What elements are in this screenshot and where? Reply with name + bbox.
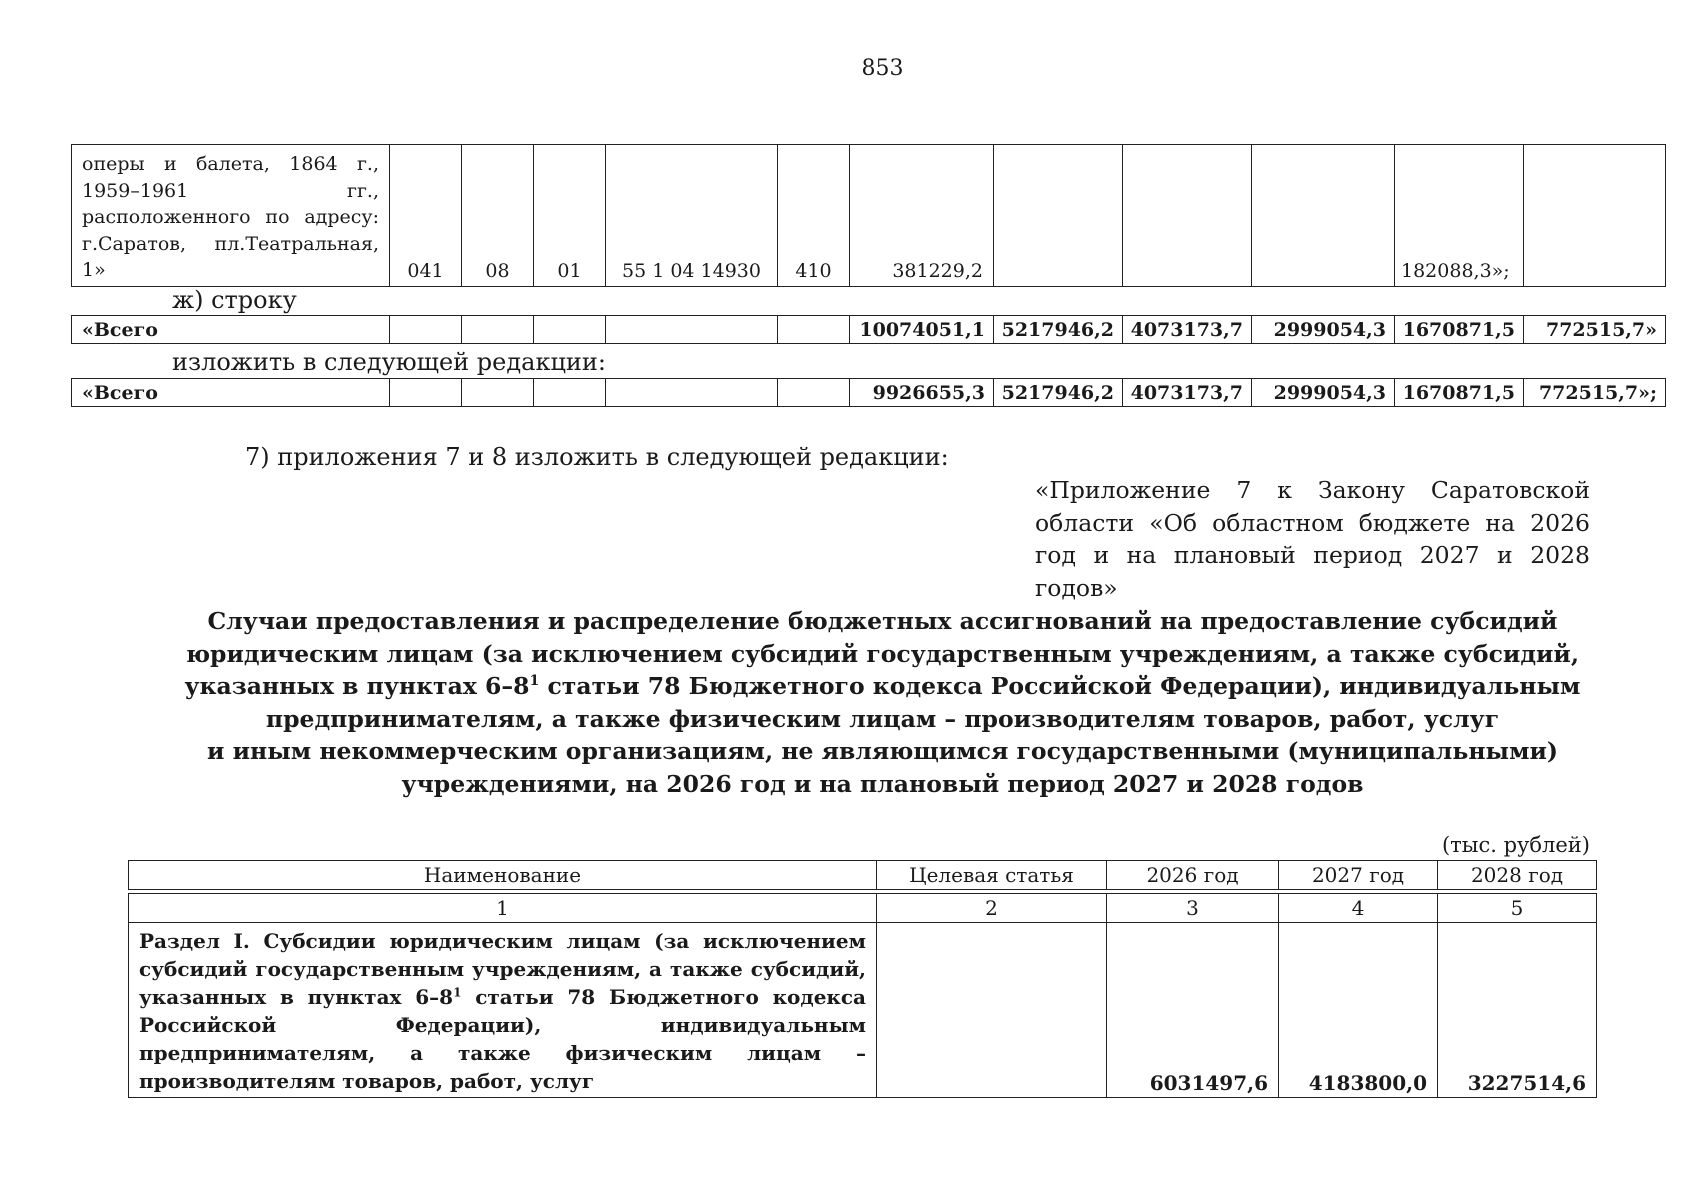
column-number: 1	[129, 894, 877, 923]
page-number: 853	[861, 56, 904, 81]
cell-v1: 9926655,3	[850, 379, 994, 407]
column-numbers-row	[129, 894, 1597, 923]
column-number: 4	[1279, 894, 1438, 923]
column-header: 2028 год	[1438, 861, 1597, 890]
cell-v6	[1524, 145, 1666, 287]
cell-2028: 3227514,6	[1438, 923, 1597, 1098]
table-row	[129, 923, 1597, 1098]
cell-v2: 5217946,2	[994, 316, 1123, 344]
table-header-row	[129, 861, 1597, 890]
subsidies-table	[128, 860, 1597, 1098]
cell-v4: 2999054,3	[1252, 316, 1395, 344]
old-total-row	[71, 315, 1666, 344]
title-line: юридическим лицам (за исключением субсидий государственным учреждениям, а также субсидий,	[185, 639, 1580, 668]
title-line: указанных в пунктах $6-8^1$ статьи 78 Бюджетного кодекса Российской Федерации), индивидуальным	[184, 672, 1581, 700]
document-title	[140, 605, 1625, 800]
row-label: «Всего	[72, 379, 390, 407]
cell-v6: 772515,7»;	[1524, 379, 1666, 407]
new-total-row	[71, 378, 1666, 407]
table-row	[72, 145, 1666, 287]
column-number: 2	[877, 894, 1107, 923]
cell-pr: 01	[534, 145, 606, 287]
amend-intro: ж) строку	[172, 286, 297, 314]
item-7: 7) приложения 7 и 8 изложить в следующей редакции:	[245, 443, 949, 471]
units-label: (тыс. рублей)	[1441, 833, 1590, 857]
title-line: учреждениями, на 2026 год и на плановый период 2027 и 2028 годов	[401, 769, 1364, 798]
cell-v5: 1670871,5	[1395, 316, 1524, 344]
cell-ved: 041	[390, 145, 462, 287]
cell-2027: 4183800,0	[1279, 923, 1438, 1098]
cell-v1: 381229,2	[850, 145, 994, 287]
cell-rz: 08	[462, 145, 534, 287]
table-row	[72, 316, 1666, 344]
cell-v2: 5217946,2	[994, 379, 1123, 407]
cell-target-article	[877, 923, 1107, 1098]
budget-table-continuation	[71, 144, 1666, 287]
cell-v5: 1670871,5	[1395, 379, 1524, 407]
cell-v2	[994, 145, 1123, 287]
column-header: 2026 год	[1107, 861, 1279, 890]
appendix-reference: «Приложение 7 к Закону Саратовской области «Об областном бюджете на 2026 год и на плановый период 2027 и 2028 годов»	[1035, 476, 1590, 602]
title-line: предпринимателям, а также физическим лицам – производителям товаров, работ, услуг	[265, 704, 1500, 733]
cell-v1: 10074051,1	[850, 316, 994, 344]
cell-v3: 4073173,7	[1123, 316, 1252, 344]
column-header: 2027 год	[1279, 861, 1438, 890]
cell-v6: 772515,7»	[1524, 316, 1666, 344]
title-line: Случаи предоставления и распределение бюджетных ассигнований на предоставление субсидий	[207, 607, 1558, 635]
cell-v5: 182088,3»;	[1395, 145, 1524, 287]
column-number: 5	[1438, 894, 1597, 923]
column-header: Целевая статья	[877, 861, 1107, 890]
cell-v3	[1123, 145, 1252, 287]
cell-2026: 6031497,6	[1107, 923, 1279, 1098]
cell-v3: 4073173,7	[1123, 379, 1252, 407]
amend-mid-text: изложить в следующей редакции:	[172, 348, 606, 376]
column-header: Наименование	[129, 861, 877, 890]
row-label: «Всего	[72, 316, 390, 344]
table-row	[72, 379, 1666, 407]
title-line: и иным некоммерческим организациям, не являющимся государственными (муниципальными)	[206, 737, 1559, 765]
cell-vr: 410	[778, 145, 850, 287]
section-name: Раздел I. Субсидии юридическим лицам (за исключением субсидий государственным учреждениям, а также субсидий, указанных в пунктах $6-8^1$ статьи 78 Бюджетного кодекса Российской Федерации), индивидуальным предпринимателям, а также физическим лицам – производителям товаров, работ, услуг	[129, 923, 877, 1098]
cell-cs: 55 1 04 14930	[606, 145, 778, 287]
cell-v4: 2999054,3	[1252, 379, 1395, 407]
column-number: 3	[1107, 894, 1279, 923]
cell-v4	[1252, 145, 1395, 287]
row-name: оперы и балета, 1864 г., 1959–1961 гг., расположенного по адресу: г.Саратов, пл.Театральная, 1»	[72, 145, 390, 287]
